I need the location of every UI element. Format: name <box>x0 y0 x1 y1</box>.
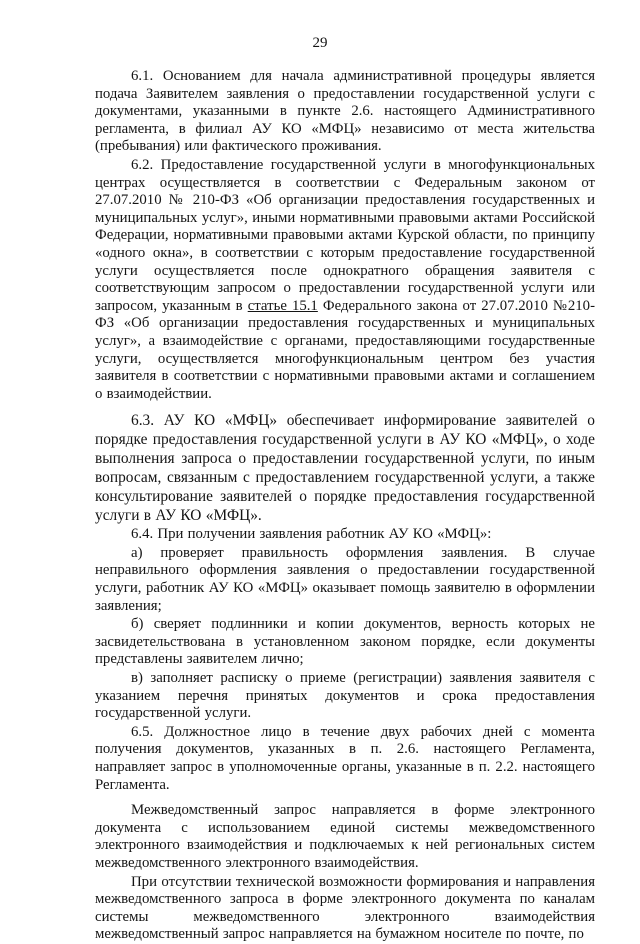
paragraph-6-2-text-after: Федерального закона от 27.07.2010 №210-ФЗ «Об организации предоставления государственных и муниципальных услуг», а взаимодействие с органами, предоставляющими государственные услуги, осуществляется многофункциональным центром без участия заявителя в соответствии с нормативными правовыми актами и соглашением о взаимодействии. <box>95 297 596 402</box>
paragraph-6-5: 6.5. Должностное лицо в течение двух рабочих дней с момента получения документов, указанных в п. 2.6. настоящего Регламента, направляет запрос в уполномоченные органы, указанные в п. 2.2. настоящего Регламента. <box>95 723 595 793</box>
law-article-link[interactable]: статье 15.1 <box>247 297 318 314</box>
paragraph-6-1: 6.1. Основанием для начала административной процедуры является подача Заявителем заявления о предоставлении государственной услуги с документами, указанными в пункте 2.6. настоящего Административного регламента, в филиал АУ КО «МФЦ» независимо от места жительства (пребывания) или фактического проживания. <box>95 68 595 155</box>
page-number: 29 <box>312 35 328 51</box>
paragraph-6-4-v: в) заполняет расписку о приеме (регистрации) заявления заявителя с указанием перечня принятых документов и срока предоставления государственной услуги. <box>95 670 595 722</box>
paragraph-6-2 <box>95 157 595 403</box>
paragraph-interagency-paper: При отсутствии технической возможности формирования и направления межведомственного запроса в форме электронного документа по каналам системы межведомственного электронного взаимодействия межведомственный запрос направляется на бумажном носителе по почте, по <box>95 873 595 943</box>
paragraph-6-4-b: б) сверяет подлинники и копии документов, верность которых не засвидетельствована в установленном законом порядке, если документы представлены заявителем лично; <box>95 616 595 668</box>
paragraph-6-3: 6.3. АУ КО «МФЦ» обеспечивает информирование заявителей о порядке предоставления государственной услуги в АУ КО «МФЦ», о ходе выполнения запроса о предоставлении государственной услуги, по иным вопросам, связанным с предоставлением государственной услуги, а также консультирование заявителей о порядке предоставления государственной услуги в АУ КО «МФЦ». <box>95 412 595 525</box>
paragraph-interagency-request: Межведомственный запрос направляется в форме электронного документа с использованием единой системы межведомственного электронного взаимодействия и подключаемых к ней региональных систем межведомственного электронного взаимодействия. <box>95 802 595 871</box>
document-body <box>95 68 595 944</box>
paragraph-6-4: 6.4. При получении заявления работник АУ КО «МФЦ»: <box>131 526 492 543</box>
paragraph-6-4-a: а) проверяет правильность оформления заявления. В случае неправильного оформления заявления о предоставлении государственной услуги, работник АУ КО «МФЦ» оказывает помощь заявителю в оформлении заявления; <box>95 544 595 614</box>
paragraph-6-2-text-before: 6.2. Предоставление государственной услуги в многофункциональных центрах осуществляется в соответствии с Федеральным законом от 27.07.2010 № 210-ФЗ «Об организации предоставления государственных и муниципальных услуг», иными нормативными правовыми актами Российской Федерации, нормативными правовыми актами Курской области, по принципу «одного окна», в соответствии с которым предоставление государственной услуги осуществляется после однократного обращения заявителя с соответствующим запросом о предоставлении государственной услуги или запросом, указанным в <box>95 156 595 314</box>
